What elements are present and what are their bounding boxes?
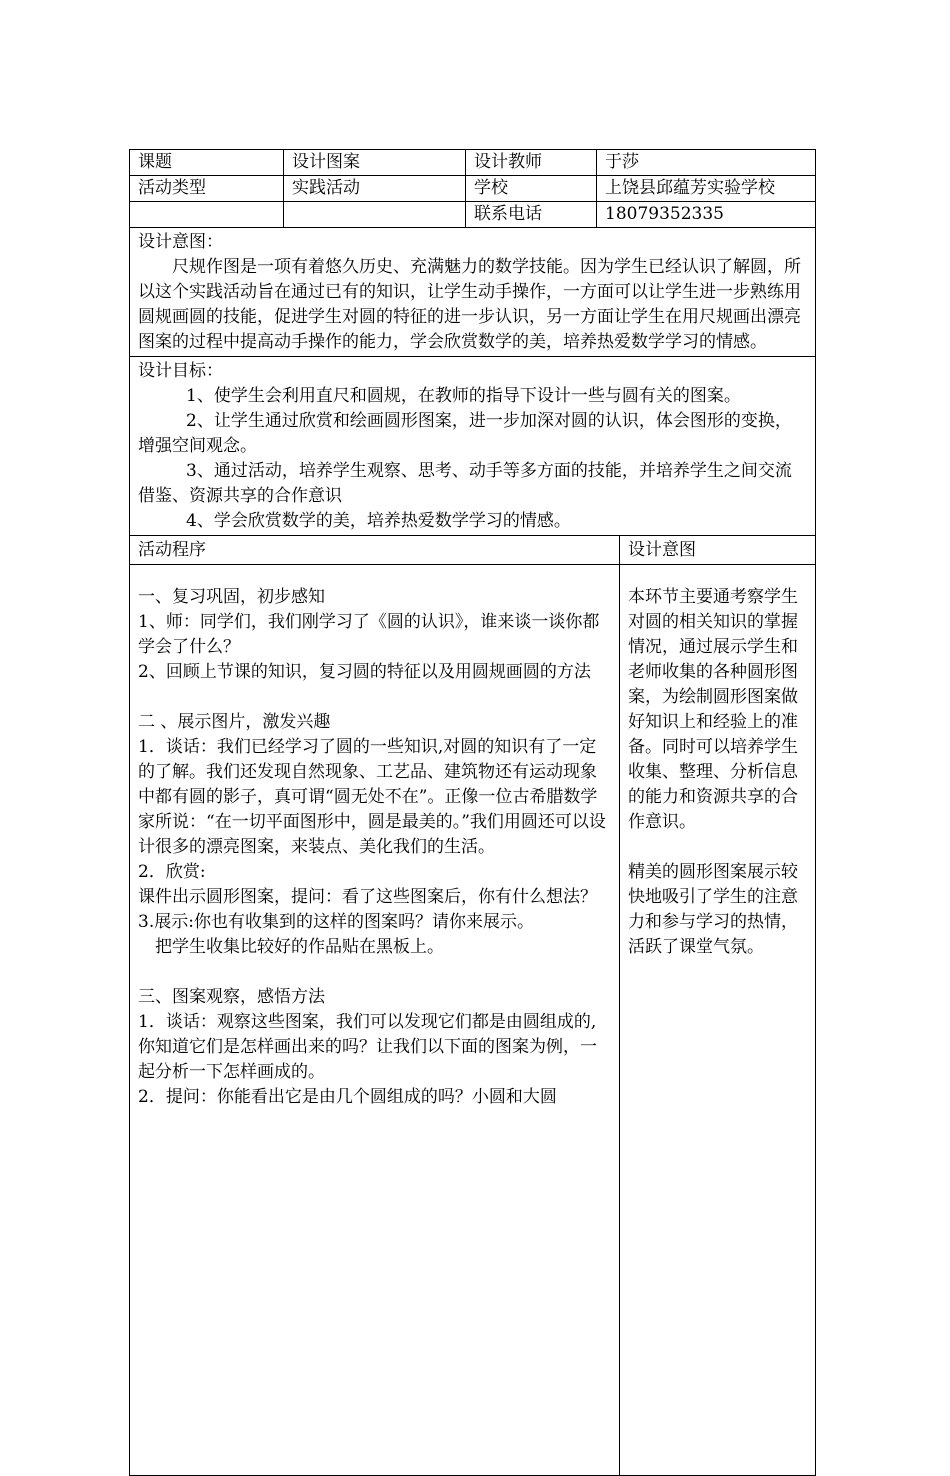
label-activity-type: 活动类型 — [130, 176, 284, 201]
step-title: 三、图案观察，感悟方法 — [138, 987, 325, 1007]
design-goals-section — [130, 357, 815, 536]
goal-item: 4、学会欣赏数学的美，培养热爱数学学习的情感。 — [186, 511, 571, 531]
info-row-3 — [130, 202, 815, 228]
design-goals-heading: 设计目标： — [138, 361, 223, 381]
design-intent-heading: 设计意图： — [138, 232, 223, 252]
design-intent-notes — [620, 565, 815, 1475]
value-topic: 设计图案 — [284, 150, 466, 175]
step-line: 2、回顾上节课的知识，复习圆的特征以及用圆规画圆的方法 — [138, 662, 591, 682]
label-school: 学校 — [466, 176, 597, 201]
step-line: 2．提问：你能看出它是由几个圆组成的吗？小圆和大圆 — [138, 1087, 557, 1107]
step-line: 1、师：同学们，我们刚学习了《圆的认识》，谁来谈一谈你都学会了什么？ — [138, 612, 600, 657]
step-title: 一、复习巩固，初步感知 — [138, 587, 325, 607]
goal-item: 2、让学生通过欣赏和绘画圆形图案，进一步加深对圆的认识，体会图形的变换，增强空间观念。 — [138, 411, 792, 456]
intent-note: 精美的圆形图案展示较快地吸引了学生的注意力和参与学习的热情，活跃了课堂气氛。 — [628, 862, 798, 957]
step-line: 把学生收集比较好的作品贴在黑板上。 — [155, 937, 444, 957]
activity-procedure-body — [130, 565, 619, 1475]
info-row-2 — [130, 176, 815, 202]
design-intent-section — [130, 228, 815, 357]
info-row-1 — [130, 150, 815, 176]
value-phone: 18079352335 — [605, 204, 724, 224]
step-line: 课件出示圆形图案，提问：看了这些图案后，你有什么想法？ — [138, 887, 597, 907]
goal-item: 3、通过活动，培养学生观察、思考、动手等多方面的技能，并培养学生之间交流借鉴、资源共享的合作意识 — [138, 461, 792, 506]
design-goals-block — [130, 357, 815, 535]
empty-cell — [130, 202, 284, 227]
design-intent-block — [130, 228, 815, 356]
step-line: 1．谈话：我们已经学习了圆的一些知识,对圆的知识有了一定的了解。我们还发现自然现象、工艺品、建筑物还有运动现象中都有圆的影子，真可谓“圆无处不在”。正像一位古希腊数学家所说：“在一切平面图形中，圆是最美的。”我们用圆还可以设计很多的漂亮图案，来装点、美化我们的生活。 — [138, 737, 606, 857]
step-line: 3.展示:你也有收集到的这样的图案吗？请你来展示。 — [138, 912, 534, 932]
value-school: 上饶县邱蕴芳实验学校 — [605, 178, 775, 198]
step-line: 1．谈话：观察这些图案，我们可以发现它们都是由圆组成的,你知道它们是怎样画出来的吗？让我们以下面的图案为例，一起分析一下怎样画成的。 — [138, 1012, 597, 1082]
activity-procedure-header: 活动程序 — [130, 536, 619, 565]
label-teacher: 设计教师 — [466, 150, 597, 175]
design-intent-column — [620, 536, 815, 1475]
label-phone: 联系电话 — [466, 202, 597, 227]
intent-note: 本环节主要通考察学生对圆的相关知识的掌握情况，通过展示学生和老师收集的各种圆形图案，为绘制圆形图案做好知识上和经验上的准备。同时可以培养学生收集、整理、分析信息的能力和资源共享的合作意识。 — [628, 587, 798, 832]
step-title: 二 、展示图片，激发兴趣 — [138, 712, 331, 732]
step-line: 2．欣赏: — [138, 862, 206, 882]
value-teacher: 于莎 — [605, 152, 639, 172]
design-intent-header: 设计意图 — [620, 536, 815, 565]
spacer — [628, 835, 807, 860]
lesson-plan-table — [129, 149, 816, 1476]
label-topic: 课题 — [130, 150, 284, 175]
activity-procedure-column — [130, 536, 620, 1475]
goal-item: 1、使学生会利用直尺和圆规，在教师的指导下设计一些与圆有关的图案。 — [186, 386, 741, 406]
activity-section — [130, 536, 815, 1475]
spacer — [138, 685, 611, 710]
design-intent-text: 尺规作图是一项有着悠久历史、充满魅力的数学技能。因为学生已经认识了解圆，所以这个实践活动旨在通过已有的知识，让学生动手操作，一方面可以让学生进一步熟练用圆规画圆的技能，促进学生对圆的特征的进一步认识，另一方面让学生在用尺规画出漂亮图案的过程中提高动手操作的能力，学会欣赏数学的美，培养热爱数学学习的情感。 — [138, 257, 801, 352]
spacer — [138, 960, 611, 985]
empty-cell — [284, 202, 466, 227]
value-activity-type: 实践活动 — [284, 176, 466, 201]
